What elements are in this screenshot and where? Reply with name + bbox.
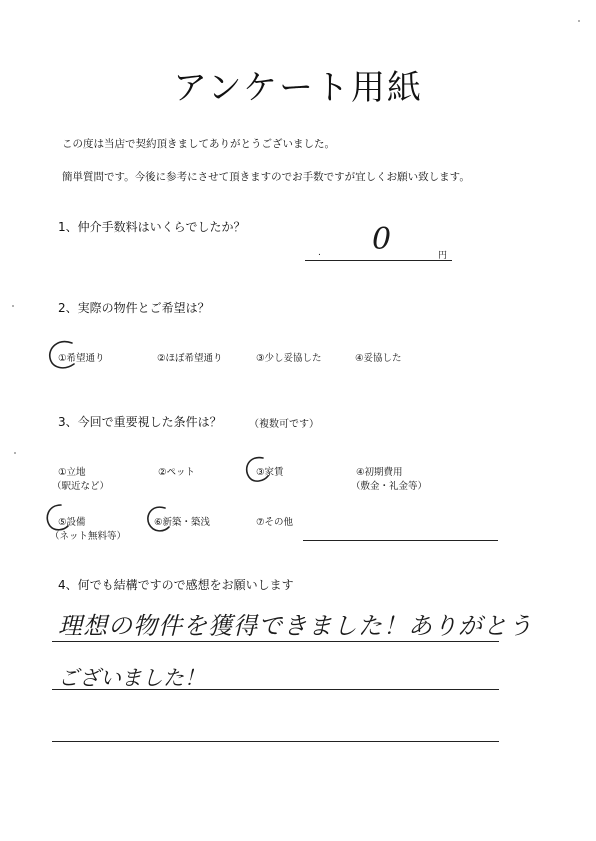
intro-line-2: 簡単質問です。今後に参考にさせて頂きますのでお手数ですが宜しくお願い致します。 — [62, 171, 470, 183]
q3-option-2[interactable]: ②ペット — [158, 467, 196, 478]
q3-option-5[interactable]: ⑤設備 — [58, 517, 86, 528]
scan-speck — [12, 305, 14, 307]
q3-other-answer-line — [303, 540, 498, 541]
question-1-answer: 0 — [372, 222, 392, 257]
question-4-answer-line-1: 理想の物件を獲得できました！ありがとう — [58, 612, 533, 640]
q2-option-2[interactable]: ②ほぼ希望通り — [157, 353, 223, 364]
page-title: アンケート用紙 — [173, 68, 423, 108]
question-3-note: （複数可です） — [249, 419, 319, 430]
question-1-unit: 円 — [438, 251, 448, 261]
q3-option-1-sub: （駅近など） — [52, 481, 110, 492]
q4-answer-rule-1 — [52, 641, 499, 642]
q3-option-7[interactable]: ⑦その他 — [256, 517, 294, 528]
intro-line-1: この度は当店で契約頂きましてありがとうございました。 — [62, 138, 335, 150]
q2-option-3[interactable]: ③少し妥協した — [256, 353, 322, 364]
q3-option-1[interactable]: ①立地 — [58, 467, 86, 478]
q2-option-4[interactable]: ④妥協した — [355, 353, 402, 364]
q3-option-3[interactable]: ③家賃 — [256, 467, 284, 478]
scan-speck — [14, 452, 16, 454]
q3-option-5-sub: （ネット無料等） — [50, 531, 127, 542]
q3-option-4-sub: （敷金・礼金等） — [351, 481, 428, 492]
question-4-answer-line-2: ございました！ — [58, 666, 205, 690]
question-2-label: 2、実際の物件とご希望は？ — [58, 301, 210, 315]
question-1-label: 1、仲介手数料はいくらでしたか？ — [58, 220, 246, 234]
question-3-label: 3、今回で重要視した条件は？ — [58, 415, 222, 429]
question-4-label: 4、何でも結構ですので感想をお願いします — [58, 578, 294, 592]
q4-answer-rule-2 — [52, 689, 499, 690]
q3-option-4[interactable]: ④初期費用 — [356, 467, 403, 478]
question-1-dot: . — [318, 248, 321, 258]
question-1-answer-line — [305, 260, 452, 261]
q2-option-1[interactable]: ①希望通り — [58, 353, 105, 364]
q3-option-6[interactable]: ⑥新築・築浅 — [154, 517, 211, 528]
scan-speck — [578, 20, 580, 22]
q4-answer-rule-3 — [52, 741, 499, 742]
